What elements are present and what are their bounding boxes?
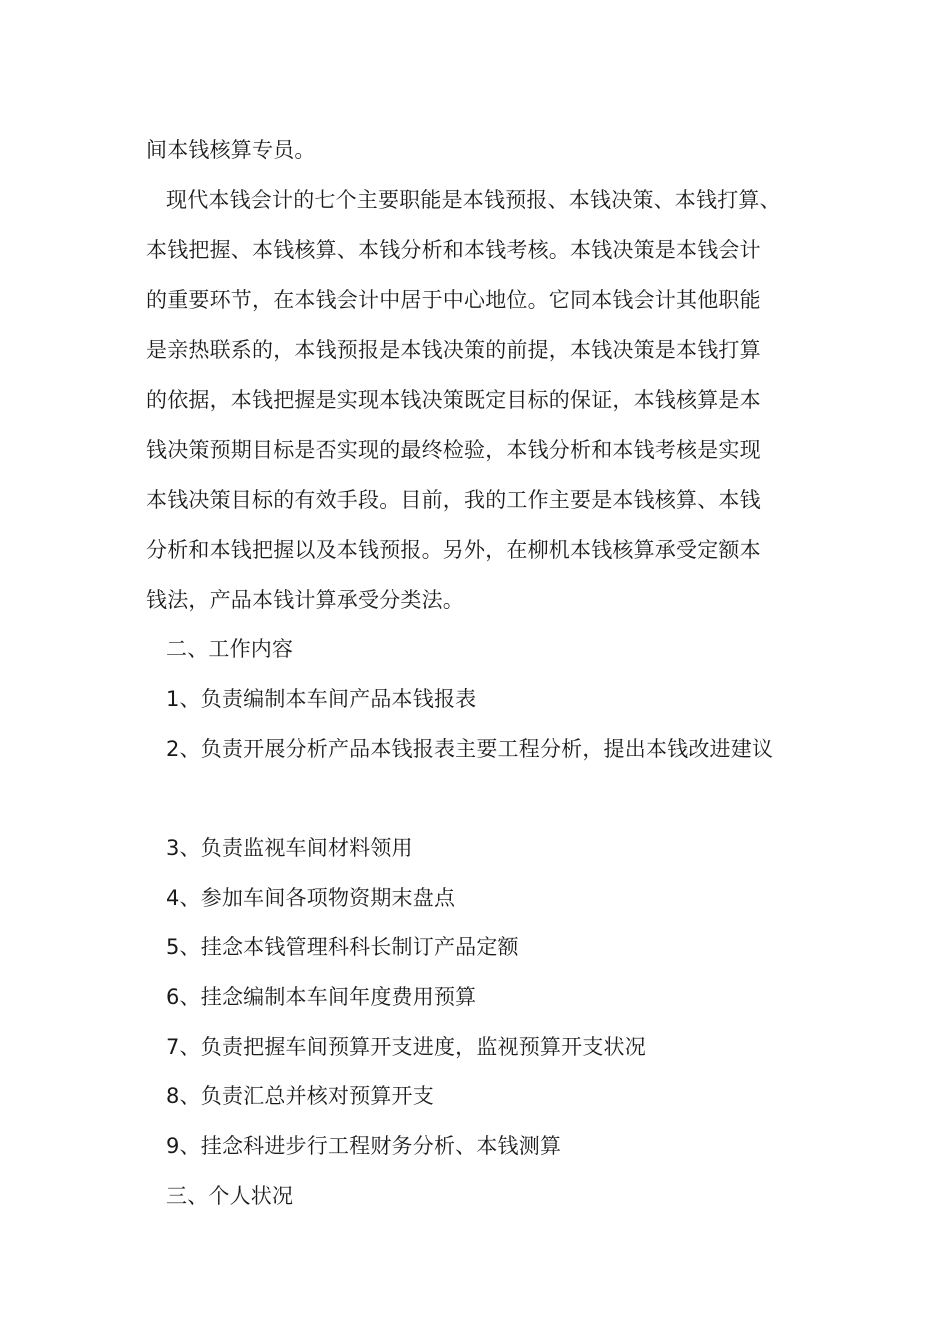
paragraph-line: 本钱把握、本钱核算、本钱分析和本钱考核。本钱决策是本钱会计	[146, 238, 761, 262]
list-item: 1、负责编制本车间产品本钱报表	[166, 687, 477, 711]
paragraph-line: 现代本钱会计的七个主要职能是本钱预报、本钱决策、本钱打算、	[166, 188, 781, 212]
paragraph-line: 分析和本钱把握以及本钱预报。另外，在柳机本钱核算承受定额本	[146, 538, 761, 562]
list-item: 7、负责把握车间预算开支进度，监视预算开支状况	[166, 1035, 646, 1059]
paragraph-line: 钱法，产品本钱计算承受分类法。	[146, 588, 464, 612]
paragraph-line: 钱决策预期目标是否实现的最终检验，本钱分析和本钱考核是实现	[146, 438, 761, 462]
list-item: 2、负责开展分析产品本钱报表主要工程分析，提出本钱改进建议	[166, 737, 774, 761]
list-item: 6、挂念编制本车间年度费用预算	[166, 985, 477, 1009]
paragraph-line: 的依据，本钱把握是实现本钱决策既定目标的保证，本钱核算是本	[146, 388, 761, 412]
list-item: 4、参加车间各项物资期末盘点	[166, 886, 456, 910]
paragraph-line: 本钱决策目标的有效手段。目前，我的工作主要是本钱核算、本钱	[146, 488, 761, 512]
paragraph-continuation: 间本钱核算专员。	[146, 138, 316, 162]
section-heading: 二、工作内容	[166, 637, 294, 661]
list-item: 8、负责汇总并核对预算开支	[166, 1084, 434, 1108]
list-item: 5、挂念本钱管理科科长制订产品定额	[166, 935, 519, 959]
list-item: 3、负责监视车间材料领用	[166, 836, 413, 860]
paragraph-line: 是亲热联系的，本钱预报是本钱决策的前提，本钱决策是本钱打算	[146, 338, 761, 362]
list-item: 9、挂念科进步行工程财务分析、本钱测算	[166, 1134, 562, 1158]
paragraph-line: 的重要环节，在本钱会计中居于中心地位。它同本钱会计其他职能	[146, 288, 761, 312]
section-heading: 三、个人状况	[166, 1184, 294, 1208]
